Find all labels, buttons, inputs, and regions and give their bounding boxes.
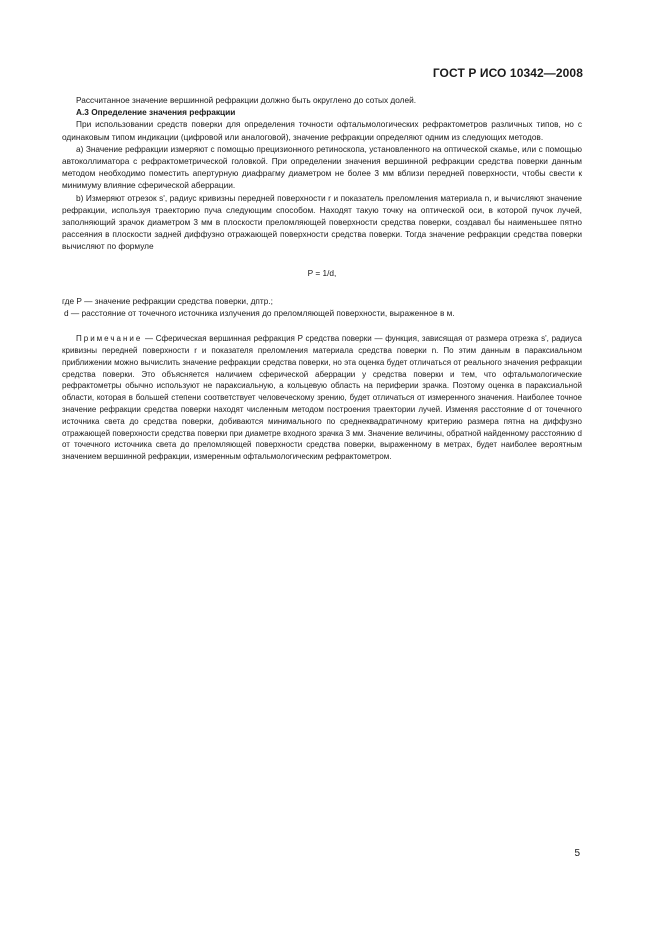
section-heading: А.3 Определение значения рефракции (76, 107, 236, 118)
definition-p: где P — значение рефракции средства поверки, дптр.; (62, 295, 273, 306)
standard-header: ГОСТ Р ИСО 10342—2008 (432, 66, 583, 80)
page-number: 5 (574, 848, 580, 859)
paragraph-method-a: a) Значение рефракции измеряют с помощью прецизионного ретиноскопа, установленного на оптической скамье, или с помощью автоколлиматора с рефрактометрической головкой. При определении значения вершинной рефракции средства поверки данным методом необходимо поместить апертурную диафрагму диаметром не более 3 мм вблизи передней поверхности, чтобы свести к минимуму влияние сферической аберрации. (62, 143, 582, 191)
note-paragraph (62, 333, 582, 463)
definition-d (62, 307, 582, 319)
note-label: Примечание (76, 334, 143, 344)
definition-d-text: d — расстояние от точечного источника излучения до преломляющей поверхности, выраженное в м. (64, 308, 455, 319)
paragraph-rounding: Рассчитанное значение вершинной рефракции должно быть округлено до сотых долей. (76, 95, 417, 105)
paragraph-method-b: b) Измеряют отрезок s', радиус кривизны передней поверхности r и показатель преломления материала n, и вычисляют значение рефракции, используя траекторию пуча следующим способом. Находят такую точку на оптической оси, в которой пучок лучей, заполняющий зрачок диаметром 3 мм в плоскости преломляющей поверхности средства поверки, создавал бы наименьшее пятно рассеяния в плоскости задней диффузно отражающей поверхности средства поверки. Тогда значение рефракции средства поверки вычисляют по формуле (62, 192, 582, 252)
formula: P = 1/d, (307, 267, 337, 278)
note-text: — Сферическая вершинная рефракция P средства поверки — функция, зависящая от размера отрезка s', радиуса кривизны передней поверхности r и показателя преломления материала средства поверки n. По этим данным в параксиальном приближении можно вычислить значение рефракции средства поверки, но эта оценка будет отличаться от реального значения рефракции средства поверки. Это объясняется наличием сферической аберрации у средства поверки и тем, что офтальмологические рефрактометры обычно используют не параксиальную, а кольцевую область на периферии зрачка. Поэтому оценка в параксиальной области, которая в большей степени соответствует человеческому зрению, будет отличаться от измеренного значения. Наиболее точное значение рефракции средства поверки находят численным методом построения траектории лучей. Изменяя расстояние d от точечного источника света до средства поверки, добиваются минимального по среднеквадратичному критерию размера пятна на диффузно отражающей поверхности средства поверки при диаметре входного зрачка 3 мм. Значение величины, обратной найденному расстоянию d от точечного источника света до преломляющей поверхности средства поверки, выраженному в метрах, будет наиболее вероятным значением вершинной рефракции, измеренным офтальмологическим рефрактометром. (62, 334, 582, 462)
document-body (62, 94, 582, 463)
paragraph-methods-intro: При использовании средств поверки для определения точности офтальмологических рефрактометров различных типов, но с одинаковым типом индикации (цифровой или аналоговой), значение рефракции определяют одним из следующих методов. (62, 119, 582, 142)
